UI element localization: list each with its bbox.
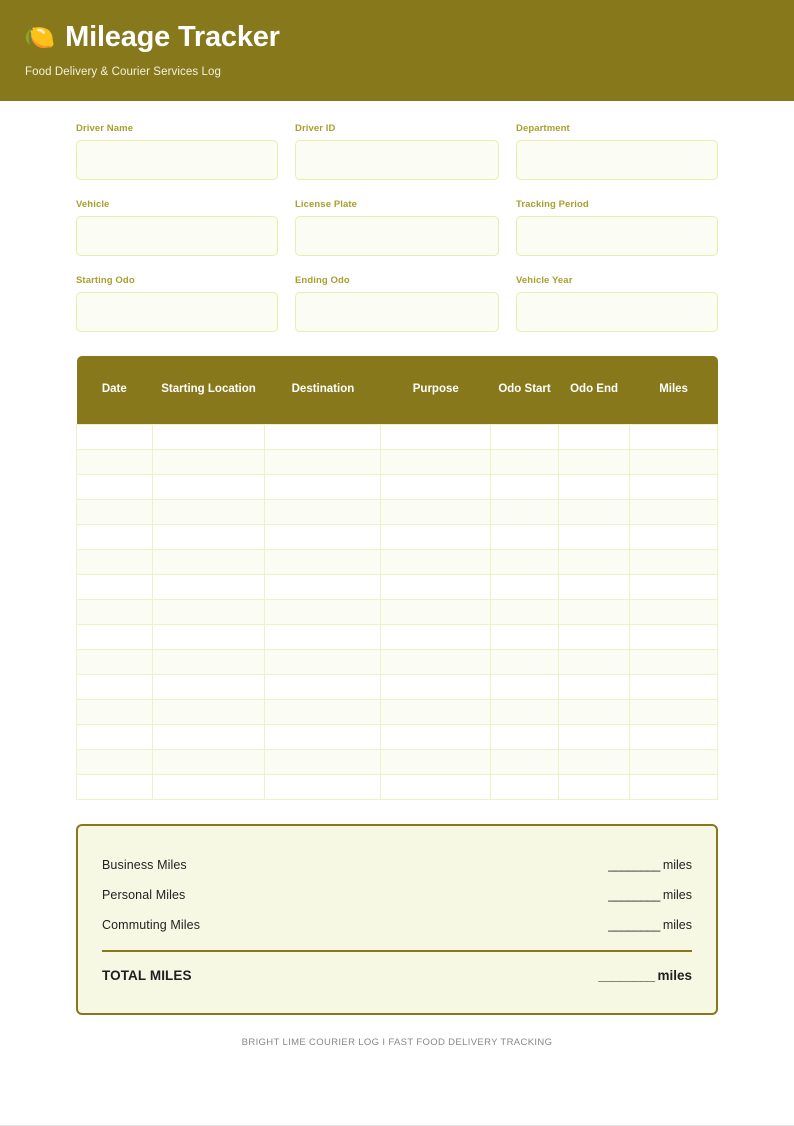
table-cell[interactable] xyxy=(77,474,153,499)
table-cell[interactable] xyxy=(491,424,559,449)
field-driver-id xyxy=(295,123,499,180)
table-cell[interactable] xyxy=(491,574,559,599)
page-footer: BRIGHT LIME COURIER LOG I FAST FOOD DELIVERY TRACKING xyxy=(241,1036,553,1048)
table-row[interactable] xyxy=(77,524,718,549)
table-cell[interactable] xyxy=(630,649,718,674)
table-cell[interactable] xyxy=(491,749,559,774)
table-cell[interactable] xyxy=(630,474,718,499)
label-tracking-period: Tracking Period xyxy=(516,199,589,210)
summary-unit-commuting-miles: miles xyxy=(662,917,692,932)
column-header-purpose: Purpose xyxy=(381,356,491,424)
summary-blank-total-miles[interactable]: ________ xyxy=(598,967,655,983)
table-cell[interactable] xyxy=(491,449,559,474)
column-header-date: Date xyxy=(77,356,153,424)
label-ending-odo: Ending Odo xyxy=(295,275,350,286)
table-cell[interactable] xyxy=(381,549,491,574)
summary-divider xyxy=(102,950,692,952)
column-header-odo-start: Odo Start xyxy=(491,356,559,424)
table-cell[interactable] xyxy=(152,724,265,749)
table-cell[interactable] xyxy=(630,599,718,624)
table-cell[interactable] xyxy=(559,649,630,674)
table-cell[interactable] xyxy=(491,674,559,699)
input-driver-id[interactable] xyxy=(295,140,499,180)
table-cell[interactable] xyxy=(265,699,381,724)
table-row[interactable] xyxy=(77,749,718,774)
table-cell[interactable] xyxy=(630,574,718,599)
table-row[interactable] xyxy=(77,599,718,624)
table-row[interactable] xyxy=(77,574,718,599)
mileage-summary-wrap xyxy=(0,800,794,1015)
summary-label-personal-miles: Personal Miles xyxy=(102,887,186,902)
table-cell[interactable] xyxy=(491,474,559,499)
table-cell[interactable] xyxy=(265,424,381,449)
table-cell[interactable] xyxy=(152,449,265,474)
mileage-summary-box xyxy=(76,824,718,1015)
summary-row-commuting-miles xyxy=(102,910,692,940)
label-driver-id: Driver ID xyxy=(295,123,336,134)
table-cell[interactable] xyxy=(630,449,718,474)
input-driver-name[interactable] xyxy=(76,140,278,180)
field-vehicle-year xyxy=(516,275,718,332)
table-cell[interactable] xyxy=(381,449,491,474)
summary-row-total-miles xyxy=(102,958,692,991)
table-row[interactable] xyxy=(77,549,718,574)
table-cell[interactable] xyxy=(630,774,718,799)
table-cell[interactable] xyxy=(559,499,630,524)
input-tracking-period[interactable] xyxy=(516,216,718,256)
summary-label-total-miles: TOTAL MILES xyxy=(102,967,192,983)
trip-log-table-head xyxy=(77,356,718,424)
summary-value-total-miles xyxy=(598,968,692,983)
table-cell[interactable] xyxy=(265,749,381,774)
table-cell[interactable] xyxy=(559,699,630,724)
table-cell[interactable] xyxy=(152,774,265,799)
table-cell[interactable] xyxy=(77,749,153,774)
table-cell[interactable] xyxy=(152,574,265,599)
table-row[interactable] xyxy=(77,649,718,674)
table-cell[interactable] xyxy=(77,674,153,699)
table-cell[interactable] xyxy=(491,499,559,524)
table-cell[interactable] xyxy=(265,499,381,524)
table-cell[interactable] xyxy=(559,574,630,599)
table-cell[interactable] xyxy=(381,724,491,749)
table-cell[interactable] xyxy=(265,574,381,599)
table-cell[interactable] xyxy=(630,699,718,724)
table-cell[interactable] xyxy=(152,524,265,549)
trip-log-table xyxy=(76,356,718,800)
label-license-plate: License Plate xyxy=(295,199,358,210)
field-starting-odo xyxy=(76,275,278,332)
table-cell[interactable] xyxy=(152,474,265,499)
table-cell[interactable] xyxy=(265,674,381,699)
table-cell[interactable] xyxy=(559,624,630,649)
table-cell[interactable] xyxy=(491,774,559,799)
summary-value-commuting-miles xyxy=(608,918,692,932)
page-subtitle: Food Delivery & Courier Services Log xyxy=(25,65,221,78)
summary-row-personal-miles xyxy=(102,880,692,910)
table-cell[interactable] xyxy=(152,699,265,724)
table-cell[interactable] xyxy=(381,424,491,449)
table-cell[interactable] xyxy=(491,724,559,749)
table-cell[interactable] xyxy=(559,674,630,699)
table-cell[interactable] xyxy=(559,424,630,449)
table-cell[interactable] xyxy=(559,549,630,574)
driver-info-form xyxy=(0,101,794,351)
table-cell[interactable] xyxy=(381,524,491,549)
table-cell[interactable] xyxy=(559,474,630,499)
title-row xyxy=(24,22,794,54)
label-starting-odo: Starting Odo xyxy=(76,275,135,286)
table-cell[interactable] xyxy=(77,624,153,649)
input-vehicle[interactable] xyxy=(76,216,278,256)
summary-value-business-miles xyxy=(608,858,692,872)
table-cell[interactable] xyxy=(559,724,630,749)
summary-label-business-miles: Business Miles xyxy=(102,857,187,872)
field-ending-odo xyxy=(295,275,499,332)
table-cell[interactable] xyxy=(381,774,491,799)
table-cell[interactable] xyxy=(265,599,381,624)
table-cell[interactable] xyxy=(152,749,265,774)
table-cell[interactable] xyxy=(152,549,265,574)
summary-unit-total-miles: miles xyxy=(657,967,692,983)
table-cell[interactable] xyxy=(152,599,265,624)
table-cell[interactable] xyxy=(152,499,265,524)
table-cell[interactable] xyxy=(152,424,265,449)
label-vehicle-year: Vehicle Year xyxy=(516,275,573,286)
table-cell[interactable] xyxy=(491,599,559,624)
table-cell[interactable] xyxy=(265,524,381,549)
summary-value-personal-miles xyxy=(608,888,692,902)
table-cell[interactable] xyxy=(265,774,381,799)
table-cell[interactable] xyxy=(381,574,491,599)
input-ending-odo[interactable] xyxy=(295,292,499,332)
table-header-row xyxy=(77,356,718,424)
column-header-odo-end: Odo End xyxy=(559,356,630,424)
table-cell[interactable] xyxy=(77,774,153,799)
input-starting-odo[interactable] xyxy=(76,292,278,332)
table-cell[interactable] xyxy=(77,524,153,549)
table-cell[interactable] xyxy=(559,774,630,799)
table-cell[interactable] xyxy=(559,599,630,624)
label-vehicle: Vehicle xyxy=(76,199,110,210)
table-cell[interactable] xyxy=(77,599,153,624)
table-cell[interactable] xyxy=(491,624,559,649)
summary-unit-business-miles: miles xyxy=(662,857,692,872)
table-cell[interactable] xyxy=(77,724,153,749)
label-department: Department xyxy=(516,123,570,134)
summary-blank-business-miles[interactable]: ________ xyxy=(608,857,660,872)
table-cell[interactable] xyxy=(630,749,718,774)
table-cell[interactable] xyxy=(381,649,491,674)
table-cell[interactable] xyxy=(630,524,718,549)
table-cell[interactable] xyxy=(265,649,381,674)
table-row[interactable] xyxy=(77,474,718,499)
summary-blank-commuting-miles[interactable]: ________ xyxy=(608,917,660,932)
field-license-plate xyxy=(295,199,499,256)
lemon-icon: 🍋 xyxy=(24,23,56,52)
table-cell[interactable] xyxy=(381,674,491,699)
column-header-miles: Miles xyxy=(630,356,718,424)
table-cell[interactable] xyxy=(77,424,153,449)
input-license-plate[interactable] xyxy=(295,216,499,256)
column-header-starting-location: Starting Location xyxy=(152,356,265,424)
table-cell[interactable] xyxy=(559,524,630,549)
table-cell[interactable] xyxy=(381,749,491,774)
table-row[interactable] xyxy=(77,499,718,524)
page-title: Mileage Tracker xyxy=(65,21,280,53)
table-cell[interactable] xyxy=(491,699,559,724)
table-row[interactable] xyxy=(77,624,718,649)
table-cell[interactable] xyxy=(491,649,559,674)
table-cell[interactable] xyxy=(630,624,718,649)
table-cell[interactable] xyxy=(77,499,153,524)
table-cell[interactable] xyxy=(152,624,265,649)
table-row[interactable] xyxy=(77,774,718,799)
table-cell[interactable] xyxy=(77,574,153,599)
table-cell[interactable] xyxy=(265,474,381,499)
table-cell[interactable] xyxy=(77,449,153,474)
table-cell[interactable] xyxy=(77,549,153,574)
table-cell[interactable] xyxy=(381,699,491,724)
table-cell[interactable] xyxy=(152,649,265,674)
table-row[interactable] xyxy=(77,724,718,749)
table-cell[interactable] xyxy=(491,549,559,574)
field-department xyxy=(516,123,718,180)
table-row[interactable] xyxy=(77,424,718,449)
trip-log-table-wrap xyxy=(0,351,794,800)
table-cell[interactable] xyxy=(559,449,630,474)
column-header-destination: Destination xyxy=(265,356,381,424)
table-cell[interactable] xyxy=(265,549,381,574)
table-cell[interactable] xyxy=(152,674,265,699)
table-cell[interactable] xyxy=(265,724,381,749)
table-cell[interactable] xyxy=(630,674,718,699)
table-cell[interactable] xyxy=(630,549,718,574)
table-row[interactable] xyxy=(77,699,718,724)
input-department[interactable] xyxy=(516,140,718,180)
table-cell[interactable] xyxy=(559,749,630,774)
table-cell[interactable] xyxy=(630,724,718,749)
table-cell[interactable] xyxy=(265,624,381,649)
summary-unit-personal-miles: miles xyxy=(662,887,692,902)
table-row[interactable] xyxy=(77,449,718,474)
table-cell[interactable] xyxy=(77,699,153,724)
form-grid xyxy=(76,123,718,351)
table-cell[interactable] xyxy=(265,449,381,474)
table-cell[interactable] xyxy=(77,649,153,674)
table-cell[interactable] xyxy=(630,499,718,524)
field-driver-name xyxy=(76,123,278,180)
label-driver-name: Driver Name xyxy=(76,123,134,134)
input-vehicle-year[interactable] xyxy=(516,292,718,332)
table-cell[interactable] xyxy=(381,474,491,499)
table-cell[interactable] xyxy=(381,599,491,624)
summary-blank-personal-miles[interactable]: ________ xyxy=(608,887,660,902)
table-cell[interactable] xyxy=(381,624,491,649)
trip-log-table-body xyxy=(77,424,718,799)
page-header xyxy=(0,0,794,101)
table-cell[interactable] xyxy=(381,499,491,524)
table-row[interactable] xyxy=(77,674,718,699)
field-tracking-period xyxy=(516,199,718,256)
field-vehicle xyxy=(76,199,278,256)
table-cell[interactable] xyxy=(630,424,718,449)
table-cell[interactable] xyxy=(491,524,559,549)
summary-label-commuting-miles: Commuting Miles xyxy=(102,917,201,932)
summary-row-business-miles xyxy=(102,850,692,880)
